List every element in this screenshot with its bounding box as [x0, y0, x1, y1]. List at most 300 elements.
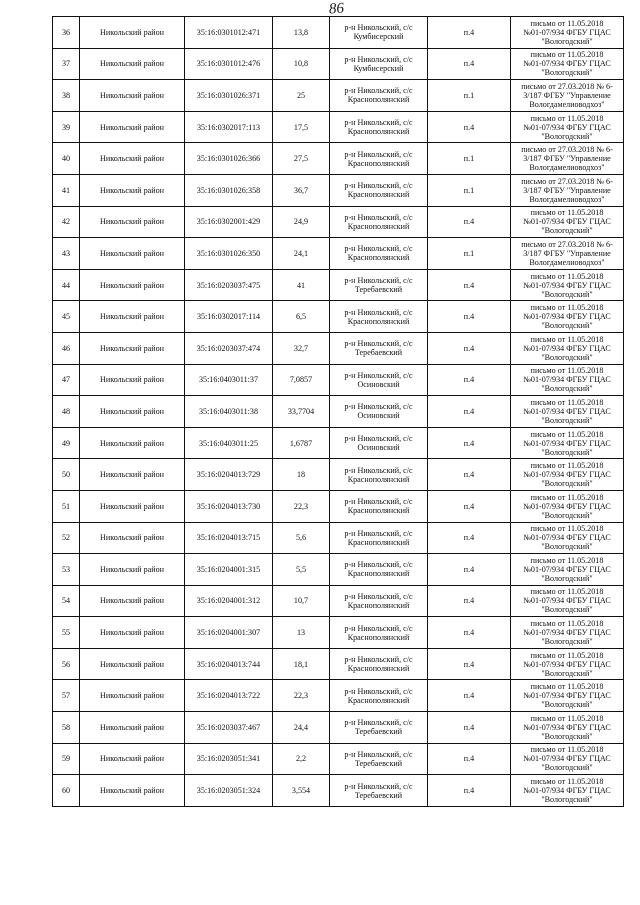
basis-line-3: "Вологодский" [541, 36, 593, 46]
basis-line-3: "Вологодский" [541, 510, 593, 520]
basis-cell [511, 143, 624, 175]
basis-line-2: №01-07/934 ФГБУ ГЦАС [523, 564, 611, 574]
area-cell: 17,5 [273, 111, 330, 143]
basis-line-2: №01-07/934 ФГБУ ГЦАС [523, 754, 611, 764]
location-cell [330, 743, 428, 775]
location-line-2: Теребаевский [354, 348, 403, 358]
basis-line-1: письмо от 11.05.2018 [530, 18, 604, 28]
basis-line-2: №01-07/934 ФГБУ ГЦАС [523, 217, 611, 227]
row-number-cell: 42 [53, 206, 80, 238]
location-cell [330, 427, 428, 459]
basis-line-3: "Вологодский" [541, 415, 593, 425]
location-cell [330, 48, 428, 80]
row-number-cell: 51 [53, 490, 80, 522]
basis-line-2: №01-07/934 ФГБУ ГЦАС [523, 628, 611, 638]
location-line-1: р-н Никольский, с/с [344, 402, 413, 412]
basis-cell [511, 364, 624, 396]
table-row [53, 427, 624, 459]
basis-line-2: №01-07/934 ФГБУ ГЦАС [523, 596, 611, 606]
paragraph-cell: п.1 [428, 174, 511, 206]
row-number-cell: 46 [53, 332, 80, 364]
area-cell: 13,8 [273, 17, 330, 49]
page-number: 86 [328, 0, 345, 18]
row-number-cell: 53 [53, 554, 80, 586]
basis-line-2: №01-07/934 ФГБУ ГЦАС [523, 312, 611, 322]
row-number-cell: 52 [53, 522, 80, 554]
cadastral-number-cell: 35:16:0203051:341 [185, 743, 273, 775]
table-row [53, 522, 624, 554]
location-cell [330, 522, 428, 554]
district-cell: Никольский район [80, 396, 185, 428]
location-cell [330, 206, 428, 238]
area-cell: 6,5 [273, 301, 330, 333]
basis-line-2: №01-07/934 ФГБУ ГЦАС [523, 786, 611, 796]
district-cell: Никольский район [80, 238, 185, 270]
cadastral-number-cell: 35:16:0301026:366 [185, 143, 273, 175]
cadastral-number-cell: 35:16:0203037:475 [185, 269, 273, 301]
location-line-2: Осиновский [357, 379, 400, 389]
basis-line-1: письмо от 11.05.2018 [530, 524, 604, 534]
paragraph-cell: п.4 [428, 48, 511, 80]
area-cell: 25 [273, 80, 330, 112]
basis-line-2: 3/187 ФГБУ "Управление [523, 185, 611, 195]
area-cell: 3,554 [273, 775, 330, 807]
basis-cell [511, 174, 624, 206]
basis-cell [511, 111, 624, 143]
basis-line-1: письмо от 11.05.2018 [530, 777, 604, 787]
location-line-1: р-н Никольский, с/с [344, 244, 413, 254]
paragraph-cell: п.4 [428, 490, 511, 522]
basis-line-2: №01-07/934 ФГБУ ГЦАС [523, 280, 611, 290]
paragraph-cell: п.4 [428, 332, 511, 364]
table-row [53, 490, 624, 522]
basis-line-3: "Вологодский" [541, 700, 593, 710]
row-number-cell: 56 [53, 648, 80, 680]
paragraph-cell: п.4 [428, 743, 511, 775]
table-row [53, 554, 624, 586]
basis-line-2: №01-07/934 ФГБУ ГЦАС [523, 659, 611, 669]
location-line-2: Краснополянский [347, 569, 410, 579]
basis-line-1: письмо от 11.05.2018 [530, 334, 604, 344]
table-row [53, 743, 624, 775]
area-cell: 27,5 [273, 143, 330, 175]
location-cell [330, 459, 428, 491]
basis-cell [511, 17, 624, 49]
cadastral-number-cell: 35:16:0302017:114 [185, 301, 273, 333]
area-cell: 1,6787 [273, 427, 330, 459]
row-number-cell: 54 [53, 585, 80, 617]
basis-line-1: письмо от 27.03.2018 № 6- [521, 176, 613, 186]
area-cell: 7,0857 [273, 364, 330, 396]
district-cell: Никольский район [80, 554, 185, 586]
location-line-1: р-н Никольский, с/с [344, 339, 413, 349]
basis-line-3: "Вологодский" [541, 352, 593, 362]
table-row [53, 238, 624, 270]
row-number-cell: 47 [53, 364, 80, 396]
paragraph-cell: п.4 [428, 364, 511, 396]
cadastral-number-cell: 35:16:0204001:307 [185, 617, 273, 649]
location-line-2: Осиновский [357, 411, 400, 421]
basis-line-2: №01-07/934 ФГБУ ГЦАС [523, 406, 611, 416]
row-number-cell: 55 [53, 617, 80, 649]
district-cell: Никольский район [80, 648, 185, 680]
cadastral-number-cell: 35:16:0204013:729 [185, 459, 273, 491]
basis-line-1: письмо от 11.05.2018 [530, 50, 604, 60]
paragraph-cell: п.4 [428, 459, 511, 491]
basis-line-3: "Вологодский" [541, 447, 593, 457]
row-number-cell: 44 [53, 269, 80, 301]
location-line-2: Краснополянский [347, 221, 410, 231]
basis-line-3: "Вологодский" [541, 68, 593, 78]
basis-line-2: №01-07/934 ФГБУ ГЦАС [523, 375, 611, 385]
location-cell [330, 712, 428, 744]
district-cell: Никольский район [80, 775, 185, 807]
location-line-2: Краснополянский [347, 95, 410, 105]
location-line-2: Осиновский [357, 443, 400, 453]
district-cell: Никольский район [80, 174, 185, 206]
basis-line-1: письмо от 27.03.2018 № 6- [521, 145, 613, 155]
basis-cell [511, 427, 624, 459]
location-line-2: Краснополянский [347, 253, 410, 263]
basis-line-3: "Вологодский" [541, 668, 593, 678]
table-row [53, 206, 624, 238]
area-cell: 10,8 [273, 48, 330, 80]
row-number-cell: 59 [53, 743, 80, 775]
basis-line-2: №01-07/934 ФГБУ ГЦАС [523, 470, 611, 480]
table-row [53, 396, 624, 428]
basis-cell [511, 396, 624, 428]
location-line-1: р-н Никольский, с/с [344, 560, 413, 570]
basis-line-2: №01-07/934 ФГБУ ГЦАС [523, 438, 611, 448]
table-row [53, 775, 624, 807]
row-number-cell: 50 [53, 459, 80, 491]
paragraph-cell: п.4 [428, 554, 511, 586]
table-row [53, 80, 624, 112]
location-cell [330, 680, 428, 712]
district-cell: Никольский район [80, 143, 185, 175]
basis-line-1: письмо от 11.05.2018 [530, 745, 604, 755]
basis-cell [511, 301, 624, 333]
basis-line-1: письмо от 27.03.2018 № 6- [521, 239, 613, 249]
location-cell [330, 269, 428, 301]
district-cell: Никольский район [80, 111, 185, 143]
basis-line-1: письмо от 11.05.2018 [530, 555, 604, 565]
table-row [53, 301, 624, 333]
basis-cell [511, 712, 624, 744]
basis-line-1: письмо от 11.05.2018 [530, 587, 604, 597]
location-cell [330, 648, 428, 680]
basis-cell [511, 648, 624, 680]
location-line-2: Теребаевский [354, 285, 403, 295]
location-line-2: Краснополянский [347, 695, 410, 705]
basis-line-1: письмо от 11.05.2018 [530, 713, 604, 723]
basis-line-2: 3/187 ФГБУ "Управление [523, 154, 611, 164]
area-cell: 5,5 [273, 554, 330, 586]
cadastral-number-cell: 35:16:0302017:113 [185, 111, 273, 143]
area-cell: 24,9 [273, 206, 330, 238]
district-cell: Никольский район [80, 206, 185, 238]
basis-cell [511, 48, 624, 80]
basis-line-1: письмо от 27.03.2018 № 6- [521, 81, 613, 91]
location-cell [330, 364, 428, 396]
location-line-1: р-н Никольский, с/с [344, 623, 413, 633]
basis-line-1: письмо от 11.05.2018 [530, 303, 604, 313]
cadastral-number-cell: 35:16:0204001:312 [185, 585, 273, 617]
basis-line-1: письмо от 11.05.2018 [530, 461, 604, 471]
location-line-2: Краснополянский [347, 127, 410, 137]
district-cell: Никольский район [80, 680, 185, 712]
district-cell: Никольский район [80, 585, 185, 617]
table-row [53, 364, 624, 396]
location-line-2: Краснополянский [347, 632, 410, 642]
district-cell: Никольский район [80, 617, 185, 649]
paragraph-cell: п.4 [428, 396, 511, 428]
table-body [53, 17, 624, 807]
basis-line-2: №01-07/934 ФГБУ ГЦАС [523, 27, 611, 37]
district-cell: Никольский район [80, 80, 185, 112]
cadastral-number-cell: 35:16:0301026:371 [185, 80, 273, 112]
paragraph-cell: п.4 [428, 269, 511, 301]
basis-line-3: Вологдамелиоводхоз" [529, 257, 605, 267]
row-number-cell: 43 [53, 238, 80, 270]
basis-cell [511, 332, 624, 364]
basis-line-3: "Вологодский" [541, 479, 593, 489]
location-line-2: Краснополянский [347, 600, 410, 610]
cadastral-number-cell: 35:16:0204013:722 [185, 680, 273, 712]
paragraph-cell: п.1 [428, 143, 511, 175]
area-cell: 32,7 [273, 332, 330, 364]
basis-cell [511, 80, 624, 112]
table-row [53, 332, 624, 364]
basis-line-2: №01-07/934 ФГБУ ГЦАС [523, 343, 611, 353]
table-row [53, 585, 624, 617]
table-row [53, 48, 624, 80]
location-line-1: р-н Никольский, с/с [344, 212, 413, 222]
row-number-cell: 38 [53, 80, 80, 112]
location-line-1: р-н Никольский, с/с [344, 497, 413, 507]
basis-cell [511, 459, 624, 491]
district-cell: Никольский район [80, 427, 185, 459]
basis-line-1: письмо от 11.05.2018 [530, 682, 604, 692]
basis-cell [511, 743, 624, 775]
location-line-2: Теребаевский [354, 790, 403, 800]
location-line-2: Теребаевский [354, 758, 403, 768]
area-cell: 41 [273, 269, 330, 301]
location-line-1: р-н Никольский, с/с [344, 591, 413, 601]
location-line-1: р-н Никольский, с/с [344, 370, 413, 380]
basis-line-3: Вологдамелиоводхоз" [529, 163, 605, 173]
location-cell [330, 585, 428, 617]
basis-line-2: №01-07/934 ФГБУ ГЦАС [523, 122, 611, 132]
basis-line-1: письмо от 11.05.2018 [530, 208, 604, 218]
cadastral-number-cell: 35:16:0403011:25 [185, 427, 273, 459]
cadastral-number-cell: 35:16:0301026:358 [185, 174, 273, 206]
basis-line-1: письмо от 11.05.2018 [530, 113, 604, 123]
location-line-1: р-н Никольский, с/с [344, 23, 413, 33]
location-line-1: р-н Никольский, с/с [344, 749, 413, 759]
location-line-1: р-н Никольский, с/с [344, 465, 413, 475]
paragraph-cell: п.4 [428, 17, 511, 49]
row-number-cell: 60 [53, 775, 80, 807]
basis-cell [511, 522, 624, 554]
paragraph-cell: п.1 [428, 80, 511, 112]
location-line-1: р-н Никольский, с/с [344, 434, 413, 444]
area-cell: 10,7 [273, 585, 330, 617]
basis-line-3: "Вологодский" [541, 763, 593, 773]
basis-line-3: "Вологодский" [541, 795, 593, 805]
location-cell [330, 17, 428, 49]
basis-cell [511, 490, 624, 522]
cadastral-number-cell: 35:16:0403011:38 [185, 396, 273, 428]
row-number-cell: 58 [53, 712, 80, 744]
basis-cell [511, 238, 624, 270]
basis-cell [511, 206, 624, 238]
basis-line-1: письмо от 11.05.2018 [530, 397, 604, 407]
basis-line-1: письмо от 11.05.2018 [530, 492, 604, 502]
land-plot-table [52, 16, 624, 807]
basis-line-2: №01-07/934 ФГБУ ГЦАС [523, 533, 611, 543]
table-row [53, 174, 624, 206]
paragraph-cell: п.4 [428, 522, 511, 554]
cadastral-number-cell: 35:16:0301012:476 [185, 48, 273, 80]
location-line-1: р-н Никольский, с/с [344, 307, 413, 317]
cadastral-number-cell: 35:16:0203051:324 [185, 775, 273, 807]
paragraph-cell: п.4 [428, 427, 511, 459]
paragraph-cell: п.4 [428, 680, 511, 712]
location-line-1: р-н Никольский, с/с [344, 686, 413, 696]
basis-line-3: "Вологодский" [541, 731, 593, 741]
location-line-2: Кумбисерский [353, 63, 404, 73]
location-cell [330, 490, 428, 522]
district-cell: Никольский район [80, 522, 185, 554]
paragraph-cell: п.4 [428, 712, 511, 744]
location-cell [330, 238, 428, 270]
area-cell: 24,4 [273, 712, 330, 744]
basis-line-1: письмо от 11.05.2018 [530, 366, 604, 376]
table-row [53, 269, 624, 301]
basis-line-3: "Вологодский" [541, 542, 593, 552]
basis-line-3: "Вологодский" [541, 605, 593, 615]
basis-line-3: "Вологодский" [541, 384, 593, 394]
row-number-cell: 36 [53, 17, 80, 49]
basis-cell [511, 554, 624, 586]
location-cell [330, 617, 428, 649]
location-line-2: Краснополянский [347, 664, 410, 674]
location-line-1: р-н Никольский, с/с [344, 718, 413, 728]
row-number-cell: 57 [53, 680, 80, 712]
basis-line-3: Вологдамелиоводхоз" [529, 194, 605, 204]
row-number-cell: 37 [53, 48, 80, 80]
location-line-2: Теребаевский [354, 727, 403, 737]
location-line-1: р-н Никольский, с/с [344, 181, 413, 191]
basis-cell [511, 680, 624, 712]
area-cell: 22,3 [273, 680, 330, 712]
row-number-cell: 39 [53, 111, 80, 143]
basis-line-2: №01-07/934 ФГБУ ГЦАС [523, 501, 611, 511]
location-cell [330, 775, 428, 807]
paragraph-cell: п.4 [428, 206, 511, 238]
cadastral-number-cell: 35:16:0203037:467 [185, 712, 273, 744]
district-cell: Никольский район [80, 48, 185, 80]
table-row [53, 111, 624, 143]
area-cell: 18 [273, 459, 330, 491]
area-cell: 2,2 [273, 743, 330, 775]
basis-line-2: №01-07/934 ФГБУ ГЦАС [523, 59, 611, 69]
basis-line-1: письмо от 11.05.2018 [530, 619, 604, 629]
area-cell: 36,7 [273, 174, 330, 206]
location-line-1: р-н Никольский, с/с [344, 276, 413, 286]
basis-cell [511, 585, 624, 617]
area-cell: 18,1 [273, 648, 330, 680]
row-number-cell: 49 [53, 427, 80, 459]
basis-cell [511, 775, 624, 807]
basis-line-3: "Вологодский" [541, 226, 593, 236]
district-cell: Никольский район [80, 459, 185, 491]
basis-line-1: письмо от 11.05.2018 [530, 650, 604, 660]
district-cell: Никольский район [80, 269, 185, 301]
district-cell: Никольский район [80, 17, 185, 49]
location-line-2: Краснополянский [347, 537, 410, 547]
paragraph-cell: п.1 [428, 238, 511, 270]
basis-line-3: "Вологодский" [541, 637, 593, 647]
basis-line-1: письмо от 11.05.2018 [530, 429, 604, 439]
area-cell: 24,1 [273, 238, 330, 270]
basis-line-3: "Вологодский" [541, 573, 593, 583]
table-row [53, 648, 624, 680]
location-line-1: р-н Никольский, с/с [344, 149, 413, 159]
basis-line-3: "Вологодский" [541, 321, 593, 331]
district-cell: Никольский район [80, 743, 185, 775]
district-cell: Никольский район [80, 332, 185, 364]
table-row [53, 617, 624, 649]
table-row [53, 17, 624, 49]
basis-line-3: Вологдамелиоводхоз" [529, 99, 605, 109]
basis-line-3: "Вологодский" [541, 289, 593, 299]
location-cell [330, 174, 428, 206]
cadastral-number-cell: 35:16:0302001:429 [185, 206, 273, 238]
district-cell: Никольский район [80, 712, 185, 744]
location-line-1: р-н Никольский, с/с [344, 54, 413, 64]
location-line-1: р-н Никольский, с/с [344, 86, 413, 96]
location-line-2: Краснополянский [347, 316, 410, 326]
cadastral-number-cell: 35:16:0204013:715 [185, 522, 273, 554]
location-cell [330, 80, 428, 112]
area-cell: 33,7704 [273, 396, 330, 428]
paragraph-cell: п.4 [428, 111, 511, 143]
basis-line-2: 3/187 ФГБУ "Управление [523, 248, 611, 258]
basis-line-2: 3/187 ФГБУ "Управление [523, 90, 611, 100]
row-number-cell: 41 [53, 174, 80, 206]
table-row [53, 680, 624, 712]
cadastral-number-cell: 35:16:0204013:730 [185, 490, 273, 522]
location-cell [330, 111, 428, 143]
table-row [53, 459, 624, 491]
location-line-2: Краснополянский [347, 474, 410, 484]
area-cell: 22,3 [273, 490, 330, 522]
basis-line-3: "Вологодский" [541, 131, 593, 141]
area-cell: 13 [273, 617, 330, 649]
paragraph-cell: п.4 [428, 617, 511, 649]
basis-cell [511, 269, 624, 301]
location-cell [330, 301, 428, 333]
row-number-cell: 45 [53, 301, 80, 333]
cadastral-number-cell: 35:16:0204001:315 [185, 554, 273, 586]
location-line-2: Краснополянский [347, 506, 410, 516]
cadastral-number-cell: 35:16:0403011:37 [185, 364, 273, 396]
basis-line-2: №01-07/934 ФГБУ ГЦАС [523, 691, 611, 701]
location-line-2: Кумбисерский [353, 32, 404, 42]
location-cell [330, 332, 428, 364]
